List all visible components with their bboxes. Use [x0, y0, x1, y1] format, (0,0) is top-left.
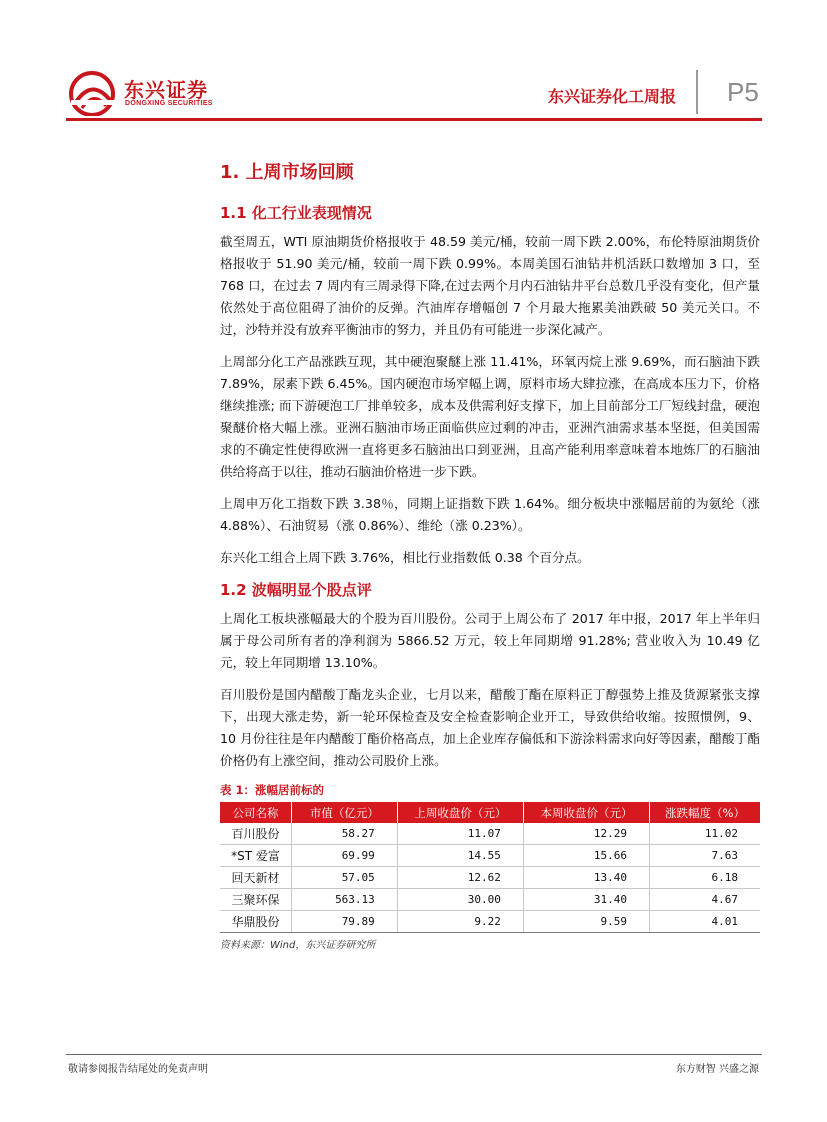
- table-row: [220, 867, 760, 889]
- table-row: [220, 889, 760, 911]
- cell-change: 11.02: [650, 823, 760, 845]
- cell-company: *ST 爱富: [220, 845, 292, 867]
- paragraph: 东兴化工组合上周下跌 3.76%，相比行业指数低 0.38 个百分点。: [220, 550, 590, 565]
- column-header: 本周收盘价（元）: [523, 802, 649, 823]
- header-divider: [696, 70, 698, 114]
- cell-curr-close: 12.29: [523, 823, 649, 845]
- brand-name-en: DONGXING SECURITIES: [125, 100, 213, 107]
- column-header: 上周收盘价（元）: [397, 802, 523, 823]
- paragraph: 百川股份是国内醋酸丁酯龙头企业，七月以来，醋酸丁酯在原料正丁醇强势上推及货源紧张支撑下，出现大涨走势，新一轮环保检查及安全检查影响企业开工，导致供给收缩。按照惯例，9、10 月份往往是年内醋酸丁酯价格高点，加上企业库存偏低和下游涂料需求向好等因素，醋酸丁酯价格仍有上涨空间，推动公司股价上涨。: [220, 687, 760, 768]
- page-number: P5: [727, 77, 759, 107]
- table-header-row: [220, 802, 760, 823]
- table-row: [220, 823, 760, 845]
- cell-curr-close: 31.40: [523, 889, 649, 911]
- main-content: [220, 158, 760, 951]
- cell-curr-close: 15.66: [523, 845, 649, 867]
- cell-prev-close: 9.22: [397, 911, 523, 933]
- cell-market-cap: 58.27: [292, 823, 398, 845]
- cell-change: 4.67: [650, 889, 760, 911]
- cell-market-cap: 79.89: [292, 911, 398, 933]
- table-row: [220, 911, 760, 933]
- footer-rule: [66, 1054, 762, 1055]
- column-header: 涨跌幅度（%）: [650, 802, 760, 823]
- cell-change: 7.63: [650, 845, 760, 867]
- cell-curr-close: 9.59: [523, 911, 649, 933]
- cell-market-cap: 57.05: [292, 867, 398, 889]
- dongxing-logo-icon: [68, 70, 118, 116]
- brand-name-cn: 东兴证券: [124, 78, 208, 102]
- cell-market-cap: 69.99: [292, 845, 398, 867]
- table-caption: 表 1：涨幅居前标的: [220, 783, 325, 797]
- table-source: 资料来源：Wind，东兴证券研究所: [220, 940, 376, 951]
- company-logo: [68, 70, 218, 118]
- cell-company: 三聚环保: [220, 889, 292, 911]
- cell-market-cap: 563.13: [292, 889, 398, 911]
- cell-prev-close: 30.00: [397, 889, 523, 911]
- paragraph: 截至周五，WTI 原油期货价格报收于 48.59 美元/桶，较前一周下跌 2.00%，布伦特原油期货价格报收于 51.90 美元/桶，较前一周下跌 0.99%。本周美国石油钻井机活跃口数增加 3 口，至 768 口，在过去 7 周内有三周录得下降,在过去两个月内石油钻井平台总数几乎没有变化，但产量依然处于高位阻碍了油价的反弹。汽油库存增幅创 7 个月最大拖累美油跌破 50 美元关口。不过，沙特并没有放弃平衡油市的努力，并且仍有可能进一步深化减产。: [220, 234, 760, 337]
- cell-company: 华鼎股份: [220, 911, 292, 933]
- cell-company: 百川股份: [220, 823, 292, 845]
- cell-prev-close: 14.55: [397, 845, 523, 867]
- paragraph: 上周部分化工产品涨跌互现，其中硬泡聚醚上涨 11.41%，环氧丙烷上涨 9.69%，而石脑油下跌 7.89%，尿素下跌 6.45%。国内硬泡市场窄幅上调，原料市场大肆拉涨，在高成本压力下，价格继续推涨; 而下游硬泡工厂排单较多，成本及供需利好支撑下，加上目前部分工厂短线封盘，硬泡聚醚价格大幅上涨。亚洲石脑油市场正面临供应过剩的冲击，亚洲汽油需求基本坚挺，但美国需求的不确定性使得欧洲一直将更多石脑油出口到亚洲，且高产能利用率意味着本地炼厂的石脑油供给将高于以往，推动石脑油价格进一步下跌。: [220, 354, 760, 479]
- cell-curr-close: 13.40: [523, 867, 649, 889]
- report-title: 东兴证券化工周报: [548, 87, 677, 106]
- table-row: [220, 845, 760, 867]
- cell-prev-close: 12.62: [397, 867, 523, 889]
- header-rule: [66, 118, 762, 121]
- column-header: 公司名称: [220, 802, 292, 823]
- section-title: 1. 上周市场回顾: [220, 162, 354, 183]
- cell-change: 6.18: [650, 867, 760, 889]
- disclaimer-note: 敬请参阅报告结尾处的免责声明: [68, 1064, 208, 1075]
- subsection-title-stocks: 1.2 波幅明显个股点评: [220, 581, 372, 599]
- footer-slogan: 东方财智 兴盛之源: [675, 1064, 759, 1075]
- top-gainers-table: [220, 802, 760, 933]
- cell-change: 4.01: [650, 911, 760, 933]
- column-header: 市值（亿元）: [292, 802, 398, 823]
- subsection-title-industry: 1.1 化工行业表现情况: [220, 204, 372, 222]
- cell-prev-close: 11.07: [397, 823, 523, 845]
- paragraph: 上周申万化工指数下跌 3.38％，同期上证指数下跌 1.64%。细分板块中涨幅居前的为氨纶（涨 4.88%）、石油贸易（涨 0.86%）、维纶（涨 0.23%）。: [220, 496, 760, 533]
- cell-company: 回天新材: [220, 867, 292, 889]
- paragraph: 上周化工板块涨幅最大的个股为百川股份。公司于上周公布了 2017 年中报，2017 年上半年归属于母公司所有者的净利润为 5866.52 万元，较上年同期增 91.28%; 营业收入为 10.49 亿元，较上年同期增 13.10%。: [220, 611, 760, 670]
